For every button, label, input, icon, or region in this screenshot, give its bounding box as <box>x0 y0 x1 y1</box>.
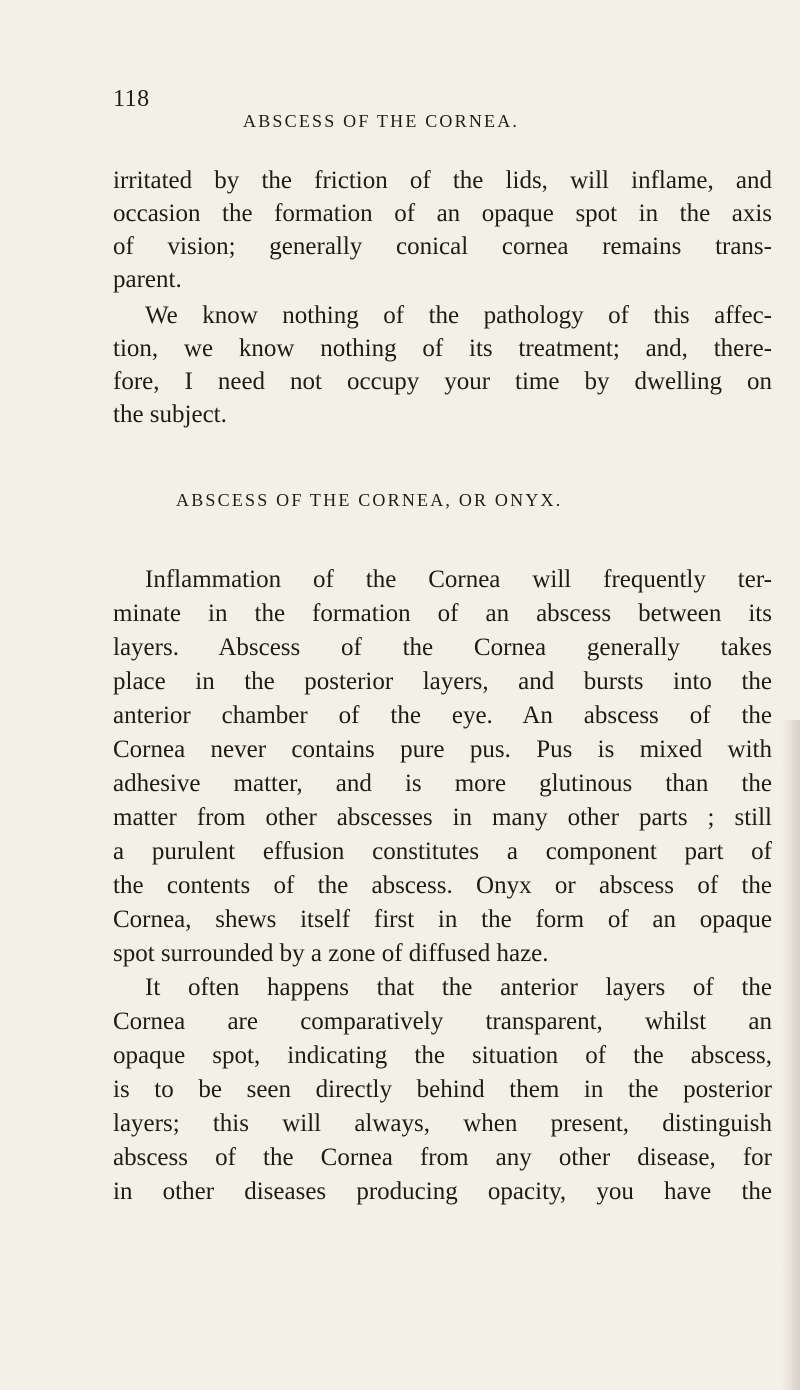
text-line: Cornea never contains pure pus. Pus is mixed with <box>113 736 772 763</box>
text-line: matter from other abscesses in many other parts ; still <box>113 804 772 831</box>
text-line: spot surrounded by a zone of diffused haze. <box>113 940 549 967</box>
page-number: 118 <box>113 86 150 112</box>
running-title: ABSCESS OF THE CORNEA. <box>243 111 520 131</box>
text-line: Cornea are comparatively transparent, whilst an <box>113 1008 772 1035</box>
text-line: is to be seen directly behind them in the posterior <box>113 1076 772 1103</box>
text-line: opaque spot, indicating the situation of the abscess, <box>113 1042 772 1069</box>
text-line: minate in the formation of an abscess between its <box>113 600 772 627</box>
text-line: irritated by the friction of the lids, will inflame, and <box>113 167 772 194</box>
text-line: in other diseases producing opacity, you have the <box>113 1178 772 1205</box>
text-line: the subject. <box>113 401 227 428</box>
section-heading: ABSCESS OF THE CORNEA, OR ONYX. <box>176 490 563 510</box>
text-line: layers. Abscess of the Cornea generally takes <box>113 634 772 661</box>
text-line: the contents of the abscess. Onyx or abscess of the <box>113 872 772 899</box>
text-line: occasion the formation of an opaque spot in the axis <box>113 200 772 227</box>
text-line: adhesive matter, and is more glutinous than the <box>113 770 772 797</box>
text-line: Inflammation of the Cornea will frequently ter- <box>145 566 772 593</box>
text-line: We know nothing of the pathology of this affec- <box>145 302 772 329</box>
text-line: layers; this will always, when present, distinguish <box>113 1110 772 1137</box>
text-line: of vision; generally conical cornea remains trans- <box>113 233 772 260</box>
page-edge-shadow <box>782 720 800 1390</box>
text-line: It often happens that the anterior layers of the <box>145 974 772 1001</box>
text-line: tion, we know nothing of its treatment; and, there- <box>113 335 772 362</box>
text-line: anterior chamber of the eye. An abscess of the <box>113 702 772 729</box>
text-line: fore, I need not occupy your time by dwelling on <box>113 368 772 395</box>
text-line: Cornea, shews itself first in the form of an opaque <box>113 906 772 933</box>
text-line: place in the posterior layers, and bursts into the <box>113 668 772 695</box>
text-line: a purulent effusion constitutes a component part of <box>113 838 772 865</box>
text-line: abscess of the Cornea from any other disease, for <box>113 1144 772 1171</box>
text-line: parent. <box>113 266 182 293</box>
